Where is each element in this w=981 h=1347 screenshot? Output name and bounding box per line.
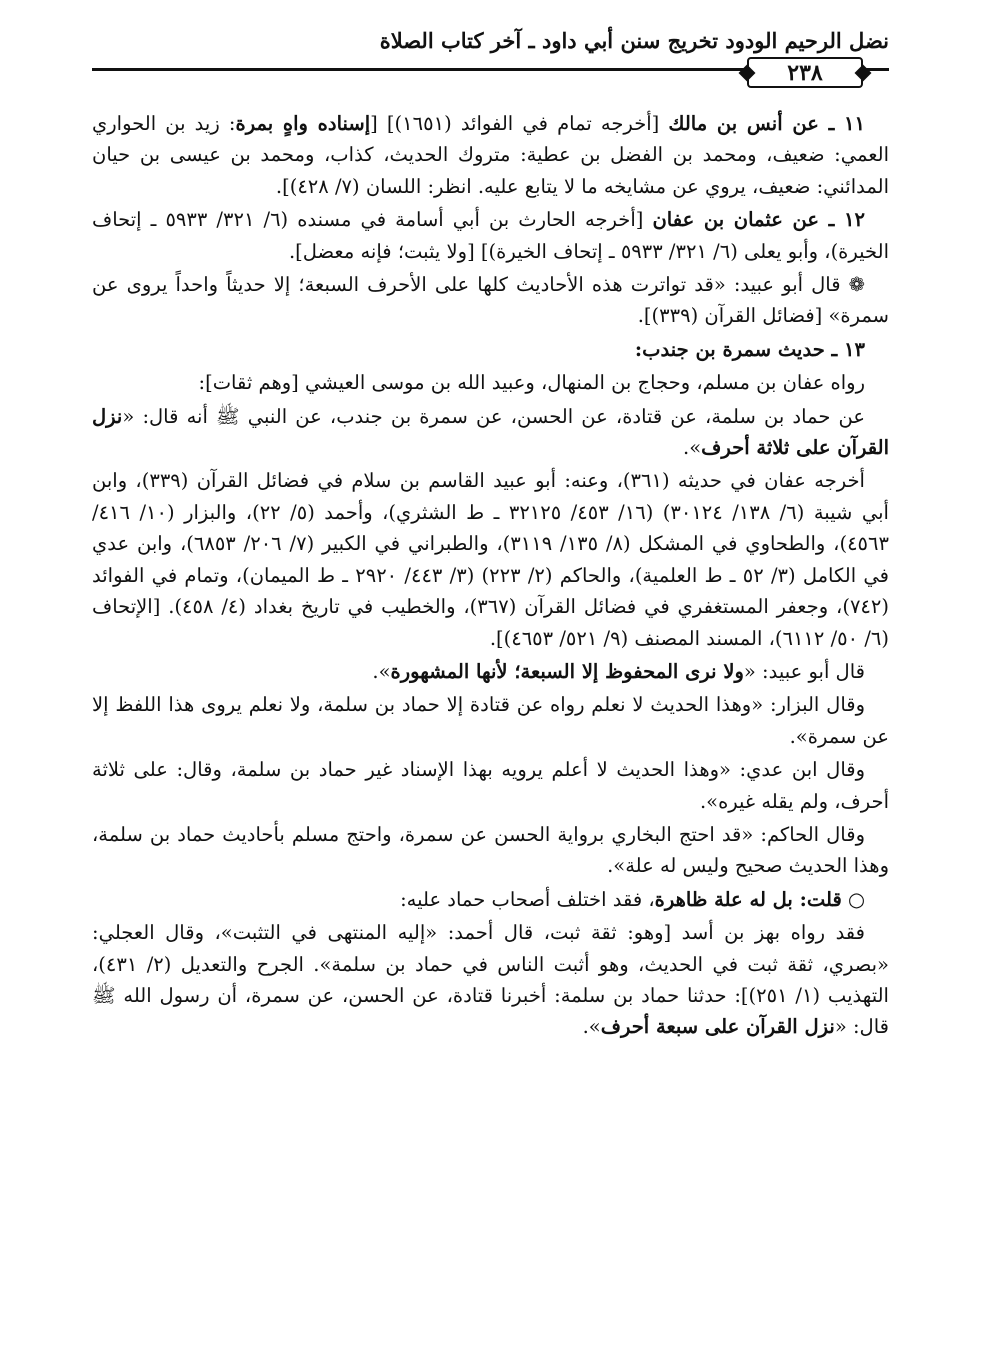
bold-text: قلت: بل له علة ظاهرة bbox=[654, 887, 842, 911]
text-run: ○ bbox=[841, 887, 865, 911]
paragraph bbox=[92, 884, 889, 915]
paragraph bbox=[92, 204, 889, 267]
bold-text: ١٣ ـ حديث سمرة بن جندب: bbox=[634, 337, 865, 361]
text-run: ». bbox=[582, 1015, 601, 1039]
bold-text: ١١ ـ عن أنس بن مالك bbox=[668, 112, 865, 135]
text-run: وقال ابن عدي: «وهذا الحديث لا أعلم يرويه بهذا الإسناد غير حماد بن سلمة، وقال: على ثلاثة أحرف، ولم يقله غيره». bbox=[92, 758, 889, 813]
text-run: ». bbox=[683, 436, 702, 460]
page-number: ٢٣٨ bbox=[787, 59, 823, 86]
paragraph bbox=[92, 656, 889, 687]
paragraph bbox=[92, 754, 889, 817]
text-run: عن حماد بن سلمة، عن قتادة، عن الحسن، عن سمرة بن جندب، عن النبي ﷺ أنه قال: « bbox=[122, 404, 865, 428]
paragraph bbox=[92, 108, 889, 202]
page-body bbox=[92, 108, 889, 1045]
bold-text: نزل القرآن على ثلاثة أحرف bbox=[92, 404, 889, 460]
text-run: رواه عفان بن مسلم، وحجاج بن المنهال، وعبيد الله بن موسى العيشي [وهم ثقات]: bbox=[198, 371, 865, 395]
text-run: وقال الحاكم: «قد احتج البخاري برواية الحسن عن سمرة، واحتج مسلم بأحاديث حماد بن سلمة، وهذا الحديث صحيح وليس له علة». bbox=[92, 822, 889, 878]
text-run: وقال البزار: «وهذا الحديث لا نعلم رواه عن قتادة إلا حماد بن سلمة، ولا نعلم يروى هذا اللفظ إلا عن سمرة». bbox=[92, 693, 889, 748]
paragraph bbox=[92, 367, 889, 398]
paragraph bbox=[92, 465, 889, 653]
text-run: : زيد بن الحواري العمي: ضعيف، ومحمد بن الفضل بن عطية: متروك الحديث، كذاب، ومحمد بن عيسى بن حيان المدائني: ضعيف، يروي عن مشايخه ما لا يتابع عليه. انظر: اللسان (٧/ ٤٢٨)]. bbox=[92, 112, 889, 198]
section-heading bbox=[92, 334, 889, 365]
text-run: قال أبو عبيد: « bbox=[743, 659, 865, 683]
running-header bbox=[92, 28, 889, 92]
paragraph bbox=[92, 269, 889, 332]
bold-text: نزل القرآن على سبعة أحرف bbox=[600, 1015, 835, 1039]
bold-text: إسناده واهٍ بمرة bbox=[235, 112, 371, 135]
text-run: [أخرجه الحارث بن أبي أسامة في مسنده (٦/ ٣٢١/ ٥٩٣٣ ـ إتحاف الخيرة)، وأبو يعلى (٦/ ٣٢١/ ٥٩٣٣ ـ إتحاف الخيرة)] [ولا يثبت؛ فإنه معضل]. bbox=[92, 208, 889, 263]
running-title: نضل الرحيم الودود تخريج سنن أبي داود ـ آخر كتاب الصلاة bbox=[379, 28, 889, 53]
paragraph bbox=[92, 401, 889, 464]
text-run: ، فقد اختلف أصحاب حماد عليه: bbox=[400, 887, 655, 911]
paragraph bbox=[92, 917, 889, 1043]
paragraph bbox=[92, 689, 889, 752]
bold-text: ولا نرى المحفوظ إلا السبعة؛ لأنها المشهورة bbox=[390, 659, 744, 683]
text-run: أخرجه عفان في حديثه (٣٦١)، وعنه: أبو عبيد القاسم بن سلام في فضائل القرآن (٣٣٩)، وابن أبي شيبة (٦/ ١٣٨/ ٣٠١٢٤) (١٦/ ٤٥٣/ ٣٢١٢٥ ـ ط الشثري)، وأحمد (٥/ ٢٢)، والبزار (١٠/ ٤١٦/ ٤٥٦٣)، والطحاوي في المشكل (٨/ ١٣٥/ ٣١١٩)، والطبراني في الكبير (٧/ ٢٠٦/ ٦٨٥٣)، وابن عدي في الكامل (٣/ ٥٢ ـ ط العلمية)، والحاكم (٢/ ٢٢٣) (٣/ ٤٤٣/ ٢٩٢٠ ـ ط الميمان)، وتمام في الفوائد (٧٤٢)، وجعفر المستغفري في فضائل القرآن (٣٦٧)، والخطيب في تاريخ بغداد (٤/ ٤٥٨). [الإتحاف (٦/ ٥٠/ ٦١١٢)، المسند المصنف (٩/ ٥٢١/ ٤٦٥٣)]. bbox=[92, 469, 889, 650]
text-run: ». bbox=[372, 659, 391, 683]
text-run: [أخرجه تمام في الفوائد (١٦٥١)] [ bbox=[370, 112, 669, 135]
page-number-badge bbox=[747, 57, 863, 88]
text-run: فقد رواه بهز بن أسد [وهو: ثقة ثبت، قال أحمد: «إليه المنتهى في التثبت»، وقال العجلي: «بصري، ثقة ثبت في الحديث، وهو أثبت الناس في حماد بن سلمة». الجرح والتعديل (٢/ ٤٣١)، التهذيب (١/ ٢٥١)]: حدثنا حماد بن سلمة: أخبرنا قتادة، عن الحسن، عن سمرة، أن رسول الله ﷺ قال: « bbox=[92, 921, 889, 1039]
paragraph bbox=[92, 819, 889, 882]
text-run: ❁ قال أبو عبيد: «قد تواترت هذه الأحاديث كلها على الأحرف السبعة؛ إلا حديثاً واحداً يروى عن سمرة» [فضائل القرآن (٣٣٩)]. bbox=[92, 273, 889, 328]
bold-text: ١٢ ـ عن عثمان بن عفان bbox=[652, 208, 865, 232]
